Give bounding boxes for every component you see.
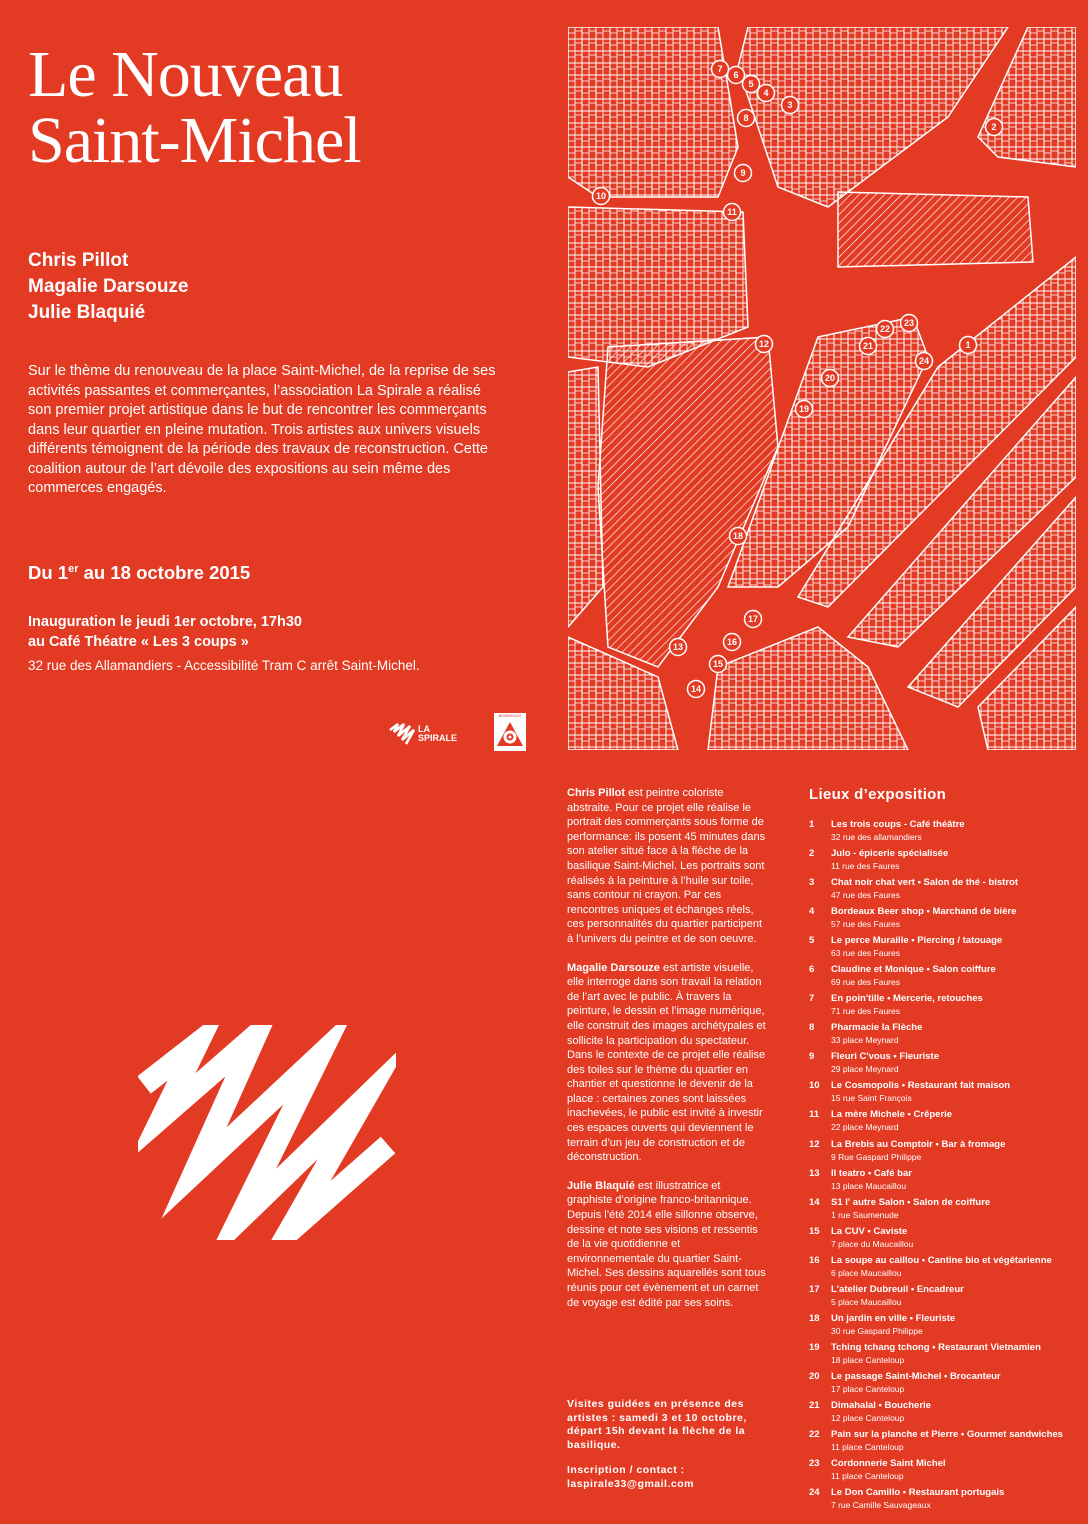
map-marker [735,165,752,182]
venue-name: Bordeaux Beer shop • Marchand de bière [831,906,1017,918]
dates-suffix: au 18 octobre 2015 [78,562,251,583]
venue-name: Les trois coups - Café théâtre [831,819,965,830]
venue-number: 10 [809,1080,820,1092]
map-marker [756,336,773,353]
venue-number: 22 [809,1428,820,1440]
venue-item [809,993,1084,1022]
venue-name: Pharmacie la Flèche [831,1022,923,1034]
venue-name: Le perce Muraille • Piercing / tatouage [831,935,1003,947]
bordeaux-emblem-icon [494,718,526,750]
dates-sup: er [68,562,79,575]
svg-text:23: 23 [903,318,915,329]
venue-address: 17 place Canteloup [831,1383,905,1394]
map-marker [738,110,755,127]
map-marker [860,338,877,355]
venue-number: 14 [809,1196,820,1208]
venue-name: Cordonnerie Saint Michel [831,1458,946,1470]
event-dates [28,562,250,584]
venue-name: La Brebis au Comptoir • Bar à fromage [831,1138,1006,1150]
venue-item [809,1168,1084,1197]
venue-item [809,906,1084,935]
venue-address: 5 place Maucaillou [831,1296,902,1307]
venue-item [809,1400,1084,1429]
intro-paragraph: Sur le thème du renouveau de la place Saint-Michel, de la reprise de ses activités passantes et commerçantes, l’association La Spirale a réalisé son premier projet artistique dans le but de rencontrer les commerçants dans leur quartier en pleine mutation. Trois artistes aux univers visuels différents témoignent de la période des travaux de reconstruction. Cette coalition autour de l’art dévoile des expositions au sein même des commerces engagés. [28,363,496,496]
venue-number: 11 [809,1109,820,1121]
venue-item [809,1429,1084,1458]
venue-number: 8 [809,1022,815,1034]
venue-address: 13 place Maucaillou [831,1180,907,1191]
bio-paragraph [567,1179,767,1310]
map-marker [728,67,745,84]
logo-text-spirale: SPIRALE [418,733,458,743]
svg-text:24: 24 [918,356,930,367]
venue-address: 11 place Canteloup [831,1471,904,1482]
venue-address: 12 place Canteloup [831,1412,905,1423]
contact-info [567,1464,767,1491]
venue-address: 33 place Meynard [831,1035,899,1046]
venue-number: 5 [809,935,815,947]
venue-number: 3 [809,877,815,889]
venue-address: 7 rue Camille Sauvageaux [831,1500,931,1511]
venue-number: 6 [809,964,815,976]
bio-text: est peintre coloriste abstraite. Pour ce projet elle réalise le portrait des commerçants sous forme de performance: ils posent 45 minutes dans son atelier situé face à la flèche de la basilique Saint-Michel. Les portraits sont réalisés à la peinture à l’huile sur toile, sans contour ni crayon. Par ces rencontres uniques et échanges réels, ces personnalités du quartier participent à l’univers du peintre et de son oeuvre. [567,787,766,945]
map-block [838,192,1033,267]
contact-label: Inscription / contact : [567,1464,685,1476]
venue-number: 13 [809,1167,820,1179]
venue-item [809,1226,1084,1255]
venue-address: 6 place Maucaillou [831,1267,902,1278]
venue-address: 63 rue des Faures [831,948,900,959]
venue-number: 1 [809,819,815,830]
map-block [568,27,738,197]
venue-name: Pain sur la planche et Pierre • Gourmet sandwiches [831,1428,1063,1440]
bordeaux-logo [494,713,526,751]
venue-item [809,1197,1084,1226]
svg-text:3: 3 [787,100,793,111]
artist-name: Chris Pillot [28,250,129,271]
svg-text:17: 17 [747,614,759,625]
venue-address: 11 rue des Faures [831,861,900,872]
venue-item [809,1051,1084,1080]
guided-visits-info: Visites guidées en présence des artistes : samedi 3 et 10 octobre, départ 15h devant la flèche de la basilique. [567,1398,747,1451]
venue-address: 9 Rue Gaspard Philippe [831,1151,922,1162]
venue-number: 7 [809,993,815,1005]
map-marker [688,681,705,698]
venue-number: 15 [809,1225,820,1237]
svg-text:14: 14 [690,684,702,695]
venue-item [809,1255,1084,1284]
artist-name: Julie Blaquié [28,302,146,323]
venue-item [809,964,1084,993]
map-block [738,27,1008,207]
inauguration-info [28,612,302,652]
venue-name: Julo - épicerie spécialisée [831,848,949,860]
venue-name: Tching tchang tchong • Restaurant Vietnamien [831,1341,1041,1353]
svg-text:10: 10 [595,191,607,202]
map-marker [758,85,775,102]
title-line-1: Le Nouveau [28,38,343,111]
inauguration-line-2: au Café Théatre « Les 3 coups » [28,634,249,650]
venue-address: 71 rue des Faures [831,1006,900,1017]
map-marker [593,188,610,205]
venue-number: 21 [809,1399,820,1411]
venue-number: 19 [809,1341,820,1353]
svg-text:1: 1 [965,340,971,351]
venue-address: 29 place Meynard [831,1064,899,1075]
venue-address: 11 place Canteloup [831,1441,904,1452]
venue-name: S1 l' autre Salon • Salon de coiffure [831,1196,991,1208]
svg-text:21: 21 [862,341,874,352]
venue-address: 18 place Canteloup [831,1354,905,1365]
venue-address: 1 rue Saumenude [831,1209,899,1220]
svg-text:7: 7 [717,64,723,75]
venue-item [809,1109,1084,1138]
bio-artist-name: Julie Blaquié [567,1179,635,1192]
venue-address: 32 rue des allamandiers [831,832,922,842]
venue-item [809,819,1084,848]
svg-text:2: 2 [991,122,997,133]
artist-bios [567,786,767,1324]
map-marker [724,204,741,221]
map-marker [730,528,747,545]
venue-name: Le Cosmopolis • Restaurant fait maison [831,1080,1011,1092]
svg-text:8: 8 [743,113,749,124]
venue-number: 23 [809,1458,820,1470]
svg-text:15: 15 [712,659,724,670]
svg-text:11: 11 [727,207,737,218]
venue-item [809,1342,1084,1371]
svg-text:16: 16 [726,637,738,648]
svg-text:4: 4 [763,88,769,99]
svg-text:6: 6 [733,70,739,81]
venues-list [809,819,1084,1516]
venue-number: 16 [809,1254,820,1266]
venue-name: Le Don Camillo • Restaurant portugais [831,1487,1005,1499]
venue-number: 20 [809,1370,820,1382]
neighborhood-map [568,27,1076,750]
bio-paragraph [567,961,767,1165]
venue-name: Chat noir chat vert • Salon de thé - bistrot [831,877,1019,889]
venue-number: 18 [809,1312,820,1324]
map-marker [670,639,687,656]
venue-name: Il teatro • Café bar [831,1167,912,1179]
svg-text:19: 19 [798,404,810,415]
bio-paragraph [567,786,767,947]
venue-item [809,877,1084,906]
bio-artist-name: Magalie Darsouze [567,961,660,974]
venue-number: 2 [809,848,815,860]
svg-text:9: 9 [740,168,746,179]
venue-address: 32 rue des Allamandiers - Accessibilité Tram C arrêt Saint-Michel. [28,658,420,673]
artist-list [28,248,189,326]
venue-item [809,1371,1084,1400]
map-marker [901,315,918,332]
bio-text: est artiste visuelle, elle interroge dans son travail la relation de l’art avec le public. À travers la peinture, le dessin et l’image numérique, elle construit des images archétypales et sollicite la participation du spectateur. Dans le contexte de ce projet elle réalise des toiles sur le thème du quartier en chantier et questionne le devenir de la place : certaines zones sont laissées inachevées, le public est invité à investir ces espaces ouverts qui deviennent le terrain d’un jeu de construction et de déconstruction. [567,961,766,1164]
venue-address: 47 rue des Faures [831,890,900,901]
venue-name: Claudine et Monique • Salon coiffure [831,964,996,976]
venue-number: 17 [809,1283,820,1295]
venue-number: 4 [809,906,815,918]
map-marker [986,119,1003,136]
venue-name: La soupe au caillou • Cantine bio et végétarienne [831,1254,1052,1266]
map-marker [960,337,977,354]
map-marker [916,353,933,370]
venue-name: La CUV • Caviste [831,1225,908,1237]
contact-email[interactable]: laspirale33@gmail.com [567,1477,694,1490]
venue-name: En poin'tille • Mercerie, retouches [831,993,983,1005]
svg-text:13: 13 [672,642,684,653]
venue-number: 24 [809,1487,820,1499]
map-block [568,367,603,627]
venue-item [809,1284,1084,1313]
venue-number: 9 [809,1051,815,1063]
venue-item [809,1458,1084,1487]
svg-text:18: 18 [732,531,744,542]
venue-name: Fleuri C'vous • Fleuriste [831,1051,939,1063]
map-marker [712,61,729,78]
svg-text:22: 22 [879,324,891,335]
la-spirale-large-logo [138,1025,396,1240]
artist-name: Magalie Darsouze [28,276,189,297]
venue-name: Dimahalal • Boucherie [831,1399,931,1411]
venues-heading: Lieux d’exposition [809,786,947,803]
bio-text: est illustratrice et graphiste d’origine franco-britannique. Depuis l’été 2014 elle sillonne observe, dessine et note ses visions et ressentis de la vie quotidienne et environnementale du quartier Saint-Michel. Ses dessins aquarellés sont tous réunis pour cet évènement et un carnet de voyage est édité par ses soins. [567,1179,766,1309]
spiral-mark-icon [388,722,416,746]
bordeaux-logo-text: BORDEAUX [498,713,522,718]
venue-address: 30 rue Gaspard Philippe [831,1325,923,1336]
venue-name: Le passage Saint-Michel • Brocanteur [831,1370,1001,1382]
venue-item [809,1487,1084,1516]
la-spirale-logo [388,722,457,746]
logo-text-la: LA [418,724,430,734]
venue-address: 22 place Meynard [831,1122,899,1133]
venue-item [809,1313,1084,1342]
venue-item [809,848,1084,877]
venue-address: 15 rue Saint François [831,1093,912,1104]
venue-item [809,1139,1084,1168]
map-blocks [568,27,1076,750]
venue-address: 69 rue des Faures [831,977,900,988]
map-marker [877,321,894,338]
title-line-2: Saint-Michel [28,104,361,177]
venue-name: L'atelier Dubreuil • Encadreur [831,1283,964,1295]
venue-address: 7 place du Maucaillou [831,1238,914,1249]
dates-prefix: Du 1 [28,562,69,583]
venue-name: La mère Michele • Crêperie [831,1109,953,1121]
inauguration-line-1: Inauguration le jeudi 1er octobre, 17h30 [28,614,302,630]
venue-item [809,1022,1084,1051]
svg-text:5: 5 [748,79,754,90]
map-marker [743,76,760,93]
map-marker [710,656,727,673]
map-marker [796,401,813,418]
venue-item [809,935,1084,964]
venue-item [809,1080,1084,1109]
venue-name: Un jardin en ville • Fleuriste [831,1312,956,1324]
map-marker [724,634,741,651]
venue-number: 12 [809,1138,820,1150]
map-marker [782,97,799,114]
map-marker [745,611,762,628]
poster-title [28,38,361,177]
venue-address: 57 rue des Faures [831,919,900,930]
svg-text:12: 12 [758,339,770,350]
svg-text:20: 20 [824,373,836,384]
map-marker [822,370,839,387]
bio-artist-name: Chris Pillot [567,787,626,799]
